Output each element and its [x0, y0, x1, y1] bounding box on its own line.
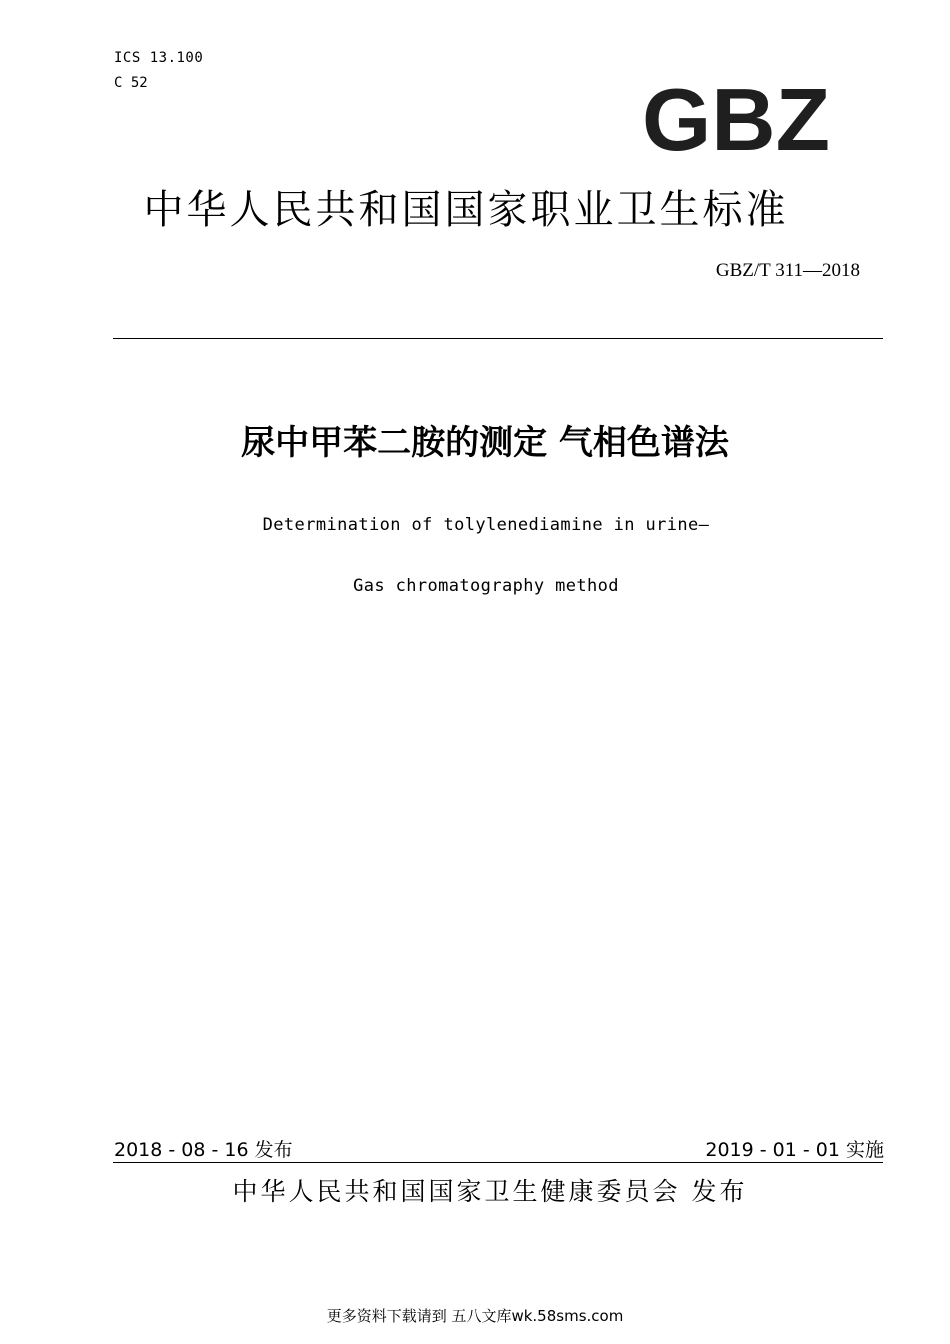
document-title-en-line1: Determination of tolylenediamine in urine—: [262, 515, 710, 535]
gbz-logo-graphic: [640, 82, 832, 154]
gbz-logo-text: GBZ: [642, 82, 830, 154]
ics-code: ICS 13.100: [114, 50, 204, 66]
standard-category: 中华人民共和国国家职业卫生标准: [143, 187, 789, 233]
document-title-cn: 尿中甲苯二胺的测定 气相色谱法: [241, 423, 729, 463]
issuing-authority: 中华人民共和国国家卫生健康委员会 发布: [232, 1177, 748, 1206]
publish-date: 2018 - 08 - 16 发布: [114, 1139, 293, 1161]
gbz-logo: [640, 82, 832, 154]
bottom-divider: [113, 1162, 883, 1163]
implement-date: 2019 - 01 - 01 实施: [705, 1139, 884, 1161]
top-divider: [113, 338, 883, 339]
document-title-en-line2: Gas chromatography method: [353, 576, 619, 596]
ccs-code: C 52: [114, 75, 148, 91]
standard-number: GBZ/T 311—2018: [715, 260, 860, 281]
footer-watermark: 更多资料下载请到 五八文库wk.58sms.com: [326, 1307, 624, 1325]
